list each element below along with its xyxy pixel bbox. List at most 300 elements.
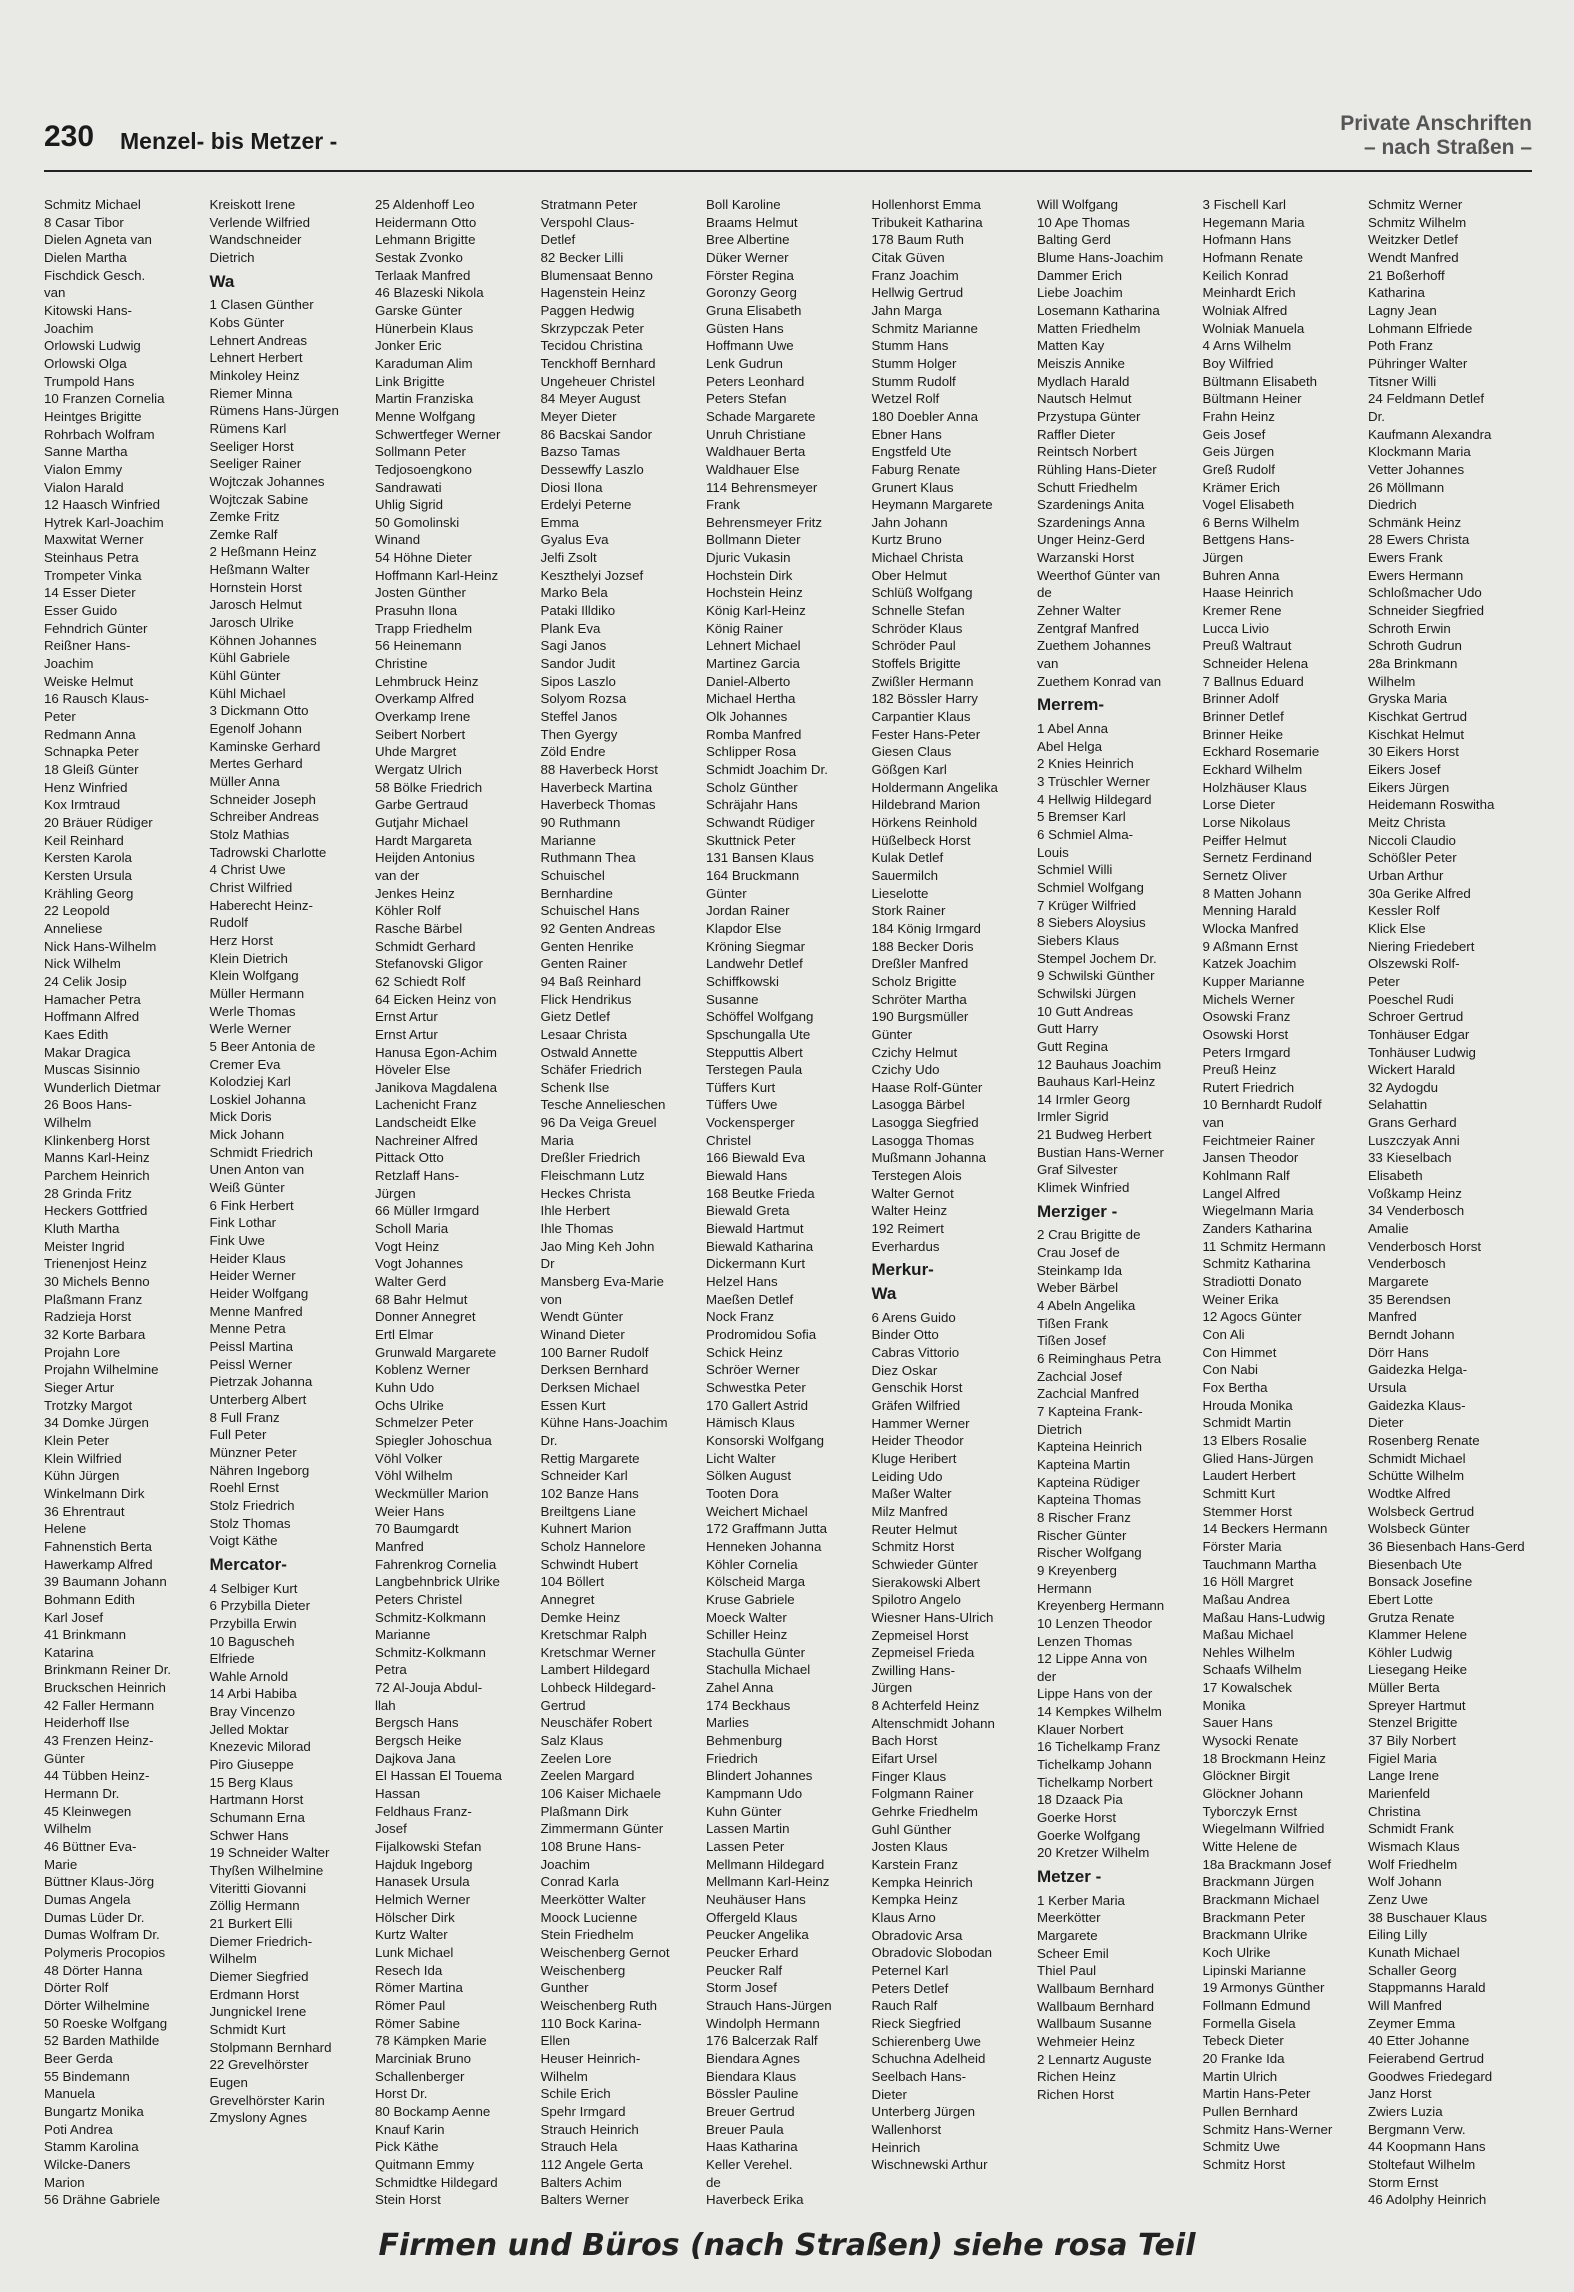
address-entry: Frahn Heinz (1202, 408, 1275, 424)
address-entry: 4 Christ Uwe (209, 862, 286, 878)
address-entry: 28a Brinkmann (1368, 656, 1458, 672)
address-entry: Selahattin (1368, 1097, 1428, 1113)
address-entry: Jungnickel Irene (209, 2004, 307, 2020)
address-entry: Wahle Arnold (209, 1668, 289, 1684)
address-entry: Holzhäuser Klaus (1202, 779, 1307, 795)
address-entry: Weiß Günter (209, 1180, 285, 1196)
address-entry: Goerke Wolfgang (1037, 1827, 1141, 1843)
street-heading: Metzer - (1037, 1867, 1102, 1887)
address-entry: Stradiotti Donato (1202, 1274, 1302, 1290)
address-entry: Dielen Martha (44, 249, 127, 265)
address-entry: Irmler Sigrid (1037, 1109, 1109, 1125)
address-entry: Breiltgens Liane (540, 1503, 636, 1519)
address-entry: Kersten Karola (44, 850, 132, 866)
address-entry: Kischkat Gertrud (1368, 709, 1468, 725)
address-entry: Crau Josef de (1037, 1245, 1120, 1261)
address-entry: Kühl Gabriele (209, 650, 291, 666)
address-entry: Projahn Wilhelmine (44, 1362, 159, 1378)
address-entry: Peucker Angelika (706, 1927, 809, 1943)
address-entry: Schröer Werner (706, 1362, 800, 1378)
address-entry: 2 Lennartz Auguste (1037, 2051, 1152, 2067)
address-entry: Michael Hertha (706, 691, 796, 707)
address-entry: Przystupa Günter (1037, 408, 1141, 424)
address-entry: Eiling Lilly (1368, 1927, 1428, 1943)
address-entry: 170 Gallert Astrid (706, 1397, 808, 1413)
address-entry: Sernetz Ferdinand (1202, 850, 1312, 866)
address-entry: Waldhauer Else (706, 461, 800, 477)
address-entry: Nehles Wilhelm (1202, 1644, 1295, 1660)
address-entry: Schutt Friedhelm (1037, 479, 1138, 495)
address-entry: Keilich Konrad (1202, 267, 1289, 283)
address-entry: Hytrek Karl-Joachim (44, 514, 164, 530)
address-entry: Hölscher Dirk (375, 1909, 455, 1925)
address-entry: Bonsack Josefine (1368, 1574, 1473, 1590)
address-entry: Wendt Manfred (1368, 249, 1459, 265)
address-entry: von (540, 1291, 562, 1307)
address-entry: Lohmann Elfriede (1368, 320, 1473, 336)
address-entry: Hanasek Ursula (375, 1874, 470, 1890)
address-entry: Hüßelbeck Horst (871, 832, 971, 848)
address-entry: de (706, 2174, 721, 2190)
address-entry: Grevelhörster Karin (209, 2092, 325, 2108)
address-entry: Jürgen (375, 1185, 416, 1201)
address-entry: Orlowski Olga (44, 355, 127, 371)
address-entry: Heider Klaus (209, 1250, 286, 1266)
address-entry: Hollenhorst Emma (871, 197, 981, 212)
address-entry: Heuser Heinrich- (540, 2050, 641, 2066)
address-entry: Kühl Günter (209, 668, 281, 684)
address-entry: Brinner Detlef (1202, 709, 1284, 725)
address-entry: Heider Theodor (871, 1433, 964, 1449)
address-entry: Scholz Günther (706, 779, 798, 795)
address-entry: 64 Eicken Heinz von (375, 991, 497, 1007)
address-entry: Lange Irene (1368, 1768, 1439, 1784)
address-entry: Dumas Angela (44, 1892, 131, 1907)
address-entry: Goerke Horst (1037, 1810, 1117, 1826)
address-entry: Schnapka Peter (44, 744, 139, 760)
address-entry: Schmitz Horst (871, 1539, 955, 1555)
address-entry: 26 Möllmann (1368, 479, 1445, 495)
address-entry: 182 Bössler Harry (871, 691, 978, 707)
address-entry: Strauch Hela (540, 2139, 618, 2155)
address-entry: 58 Bölke Friedrich (375, 779, 483, 795)
address-entry: Ruthmann Thea (540, 850, 636, 866)
address-entry: Uhde Margret (375, 744, 457, 760)
address-entry: Schröder Klaus (871, 620, 963, 636)
address-entry: Wiegelmann Maria (1202, 1203, 1314, 1219)
address-entry: Voigt Käthe (209, 1533, 278, 1549)
address-entry: Rasche Bärbel (375, 920, 463, 936)
address-entry: Eugen (209, 2074, 248, 2090)
address-entry: Sagi Janos (540, 638, 607, 654)
address-entry: Bazso Tamas (540, 444, 621, 460)
address-entry: Bergsch Heike (375, 1733, 462, 1749)
address-entry: Citak Güven (871, 249, 945, 265)
address-entry: Schmitz Katharina (1202, 1256, 1311, 1272)
address-entry: Stenzel Brigitte (1368, 1715, 1458, 1731)
address-entry: Kreiskott Irene (209, 197, 296, 212)
address-entry: Marlies (706, 1715, 749, 1731)
address-entry: Kuhnert Marion (540, 1521, 632, 1537)
address-entry: Zöllig Hermann (209, 1898, 300, 1914)
address-entry: 2 Knies Heinrich (1037, 756, 1134, 772)
address-entry: Zeelen Lore (540, 1750, 612, 1766)
address-entry: Kretschmar Ralph (540, 1627, 647, 1643)
address-entry: 22 Leopold (44, 903, 110, 919)
address-entry: 24 Feldmann Detlef (1368, 391, 1485, 407)
address-entry: Dietrich (209, 249, 255, 265)
address-entry: Geis Jürgen (1202, 444, 1275, 460)
address-entry: Schröder Paul (871, 638, 956, 654)
address-entry: Peters Leonhard (706, 373, 805, 389)
address-entry: 108 Brune Hans- (540, 1839, 642, 1855)
address-entry: Schaafs Wilhelm (1202, 1662, 1302, 1678)
address-entry: Manuela (44, 2086, 96, 2102)
address-entry: Klammer Helene (1368, 1627, 1468, 1643)
address-entry: Venderbosch Horst (1368, 1238, 1482, 1254)
address-entry: 45 Kleinwegen (44, 1803, 132, 1819)
address-entry: Knauf Karin (375, 2121, 445, 2137)
address-entry: Günter (706, 885, 747, 901)
address-entry: Engstfeld Ute (871, 444, 952, 460)
address-entry: Niccoli Claudio (1368, 832, 1456, 848)
address-entry: Maßau Michael (1202, 1627, 1294, 1643)
address-entry: Kühl Michael (209, 685, 286, 701)
page-number: 230 (44, 120, 95, 153)
address-entry: Bustian Hans-Werner (1037, 1144, 1164, 1160)
address-entry: Annegret (540, 1591, 595, 1607)
address-entry: 166 Biewald Eva (706, 1150, 806, 1166)
address-entry: Henneken Johanna (706, 1538, 822, 1554)
street-heading: Merziger - (1037, 1201, 1118, 1221)
address-entry: Peters Christel (375, 1591, 463, 1607)
address-entry: Marie (44, 1856, 78, 1872)
address-entry: Seeliger Horst (209, 438, 294, 454)
address-entry: Genten Henrike (540, 938, 634, 954)
address-entry: Christine (375, 656, 428, 672)
address-entry: Siebers Klaus (1037, 932, 1120, 948)
address-entry: 88 Haverbeck Horst (540, 762, 659, 777)
address-entry: Strauch Heinrich (540, 2121, 639, 2137)
address-entry: Rauch Ralf (871, 1998, 938, 2014)
address-entry: Sernetz Oliver (1202, 867, 1287, 883)
address-entry: Blume Hans-Joachim (1037, 249, 1164, 265)
address-entry: Haverbeck Erika (706, 2192, 804, 2208)
address-entry: Liebe Joachim (1037, 285, 1123, 301)
address-entry: Krämer Erich (1202, 479, 1281, 495)
address-entry: 34 Domke Jürgen (44, 1415, 149, 1431)
address-entry: Schmitz Michael (44, 197, 141, 212)
address-column-4 (540, 196, 707, 2208)
address-entry: Walter Heinz (871, 1203, 948, 1219)
address-entry: Trumpold Hans (44, 373, 135, 389)
address-entry: 33 Kieselbach (1368, 1150, 1452, 1166)
address-entry: Dr. (1368, 408, 1385, 424)
address-entry: Marciniak Bruno (375, 2050, 472, 2066)
address-entry: Storm Josef (706, 1980, 777, 1996)
address-entry: Brinner Adolf (1202, 691, 1279, 707)
address-entry: Peters Detlef (871, 1980, 949, 1996)
address-entry: Breuer Paula (706, 2121, 784, 2137)
address-entry: Schmidt Martin (1202, 1415, 1292, 1431)
address-entry: Lehmann Brigitte (375, 232, 476, 248)
address-entry: 16 Tichelkamp Franz (1037, 1739, 1161, 1755)
address-column-5 (706, 196, 872, 2208)
address-entry: Derksen Bernhard (540, 1362, 649, 1378)
address-entry: Vogel Elisabeth (1202, 497, 1295, 513)
address-entry: Scholz Hannelore (540, 1538, 646, 1554)
address-entry: Cremer Eva (209, 1056, 281, 1072)
address-entry: Sölken August (706, 1468, 792, 1484)
address-entry: 5 Beer Antonia de (209, 1038, 316, 1054)
address-entry: Boll Karoline (706, 197, 781, 212)
address-entry: Verspohl Claus- (540, 214, 635, 230)
address-entry: Christina (1368, 1803, 1421, 1819)
address-entry: Bray Vincenzo (209, 1704, 295, 1720)
address-entry: Behrensmeyer Fritz (706, 514, 823, 530)
address-entry: Heckers Gottfried (44, 1203, 148, 1219)
address-entry: Lenzen Thomas (1037, 1633, 1133, 1649)
address-entry: Ebner Hans (871, 426, 942, 442)
address-entry: Osowski Franz (1202, 1009, 1291, 1025)
address-entry: Leiding Udo (871, 1468, 943, 1484)
address-entry: 43 Frenzen Heinz- (44, 1733, 154, 1749)
address-entry: Schneider Karl (540, 1468, 628, 1484)
address-entry: Karaduman Alim (375, 355, 473, 371)
address-entry: Weber Bärbel (1037, 1280, 1119, 1296)
address-entry: Unger Heinz-Gerd (1037, 532, 1145, 548)
address-entry: Lehmbruck Heinz (375, 673, 479, 689)
street-heading: Wa (209, 271, 235, 291)
address-entry: Meister Ingrid (44, 1238, 125, 1254)
address-entry: Peters Irmgard (1202, 1044, 1291, 1060)
address-entry: Ellen (540, 2033, 571, 2049)
address-entry: Abel Helga (1037, 738, 1103, 754)
address-entry: 90 Ruthmann (540, 814, 621, 830)
address-entry: Klimek Winfried (1037, 1180, 1130, 1196)
address-entry: 100 Barner Rudolf (540, 1344, 649, 1360)
address-entry: Balting Gerd (1037, 232, 1111, 248)
address-entry: 40 Etter Johanne (1368, 2033, 1470, 2049)
address-entry: 13 Elbers Rosalie (1202, 1432, 1307, 1448)
address-entry: Meerkötter Walter (540, 1892, 646, 1907)
address-entry: 10 Gutt Andreas (1037, 1003, 1134, 1019)
address-entry: Schwandt Rüdiger (706, 814, 815, 830)
address-entry: Jansen Theodor (1202, 1150, 1299, 1166)
address-entry: Weischenberg (540, 1962, 626, 1978)
address-entry: Hermann (1037, 1580, 1092, 1596)
address-entry: 24 Celik Josip (44, 973, 127, 989)
address-entry: 32 Aydogdu (1368, 1079, 1439, 1095)
address-entry: Kitowski Hans- (44, 302, 132, 318)
address-entry: Polymeris Procopios (44, 1944, 166, 1960)
address-entry: Peter (1368, 973, 1400, 989)
address-entry: Essen Kurt (540, 1397, 606, 1413)
address-entry: Genschik Horst (871, 1380, 963, 1396)
address-entry: Brackmann Peter (1202, 1909, 1306, 1925)
address-entry: Rümens Hans-Jürgen (209, 403, 339, 419)
address-entry: Keller Verehel. (706, 2156, 793, 2172)
address-entry: van (1202, 1115, 1224, 1131)
address-entry: Bauhaus Karl-Heinz (1037, 1074, 1156, 1090)
address-entry: Steinhaus Petra (44, 550, 139, 566)
address-entry: Tooten Dora (706, 1485, 779, 1501)
address-entry: Schmitz-Kolkmann (375, 1609, 486, 1625)
address-entry: Feierabend Gertrud (1368, 2050, 1485, 2066)
address-entry: Dörter Rolf (44, 1980, 109, 1996)
address-entry: Redmann Anna (44, 726, 136, 742)
address-entry: Kupper Marianne (1202, 973, 1305, 989)
address-entry: Kessler Rolf (1368, 903, 1440, 919)
address-entry: Stolz Friedrich (209, 1497, 295, 1513)
address-entry: Muscas Sisinnio (44, 1062, 141, 1078)
address-entry: Fink Lothar (209, 1215, 277, 1231)
address-entry: Projahn Lore (44, 1344, 121, 1360)
address-entry: 18 Gleiß Günter (44, 762, 139, 777)
address-entry: Osowski Horst (1202, 1026, 1289, 1042)
address-entry: Bernhardine (540, 885, 613, 901)
address-entry: 6 Przybilla Dieter (209, 1598, 310, 1614)
address-entry: Jordan Rainer (706, 903, 790, 919)
address-entry: Tonhäuser Edgar (1368, 1026, 1470, 1042)
address-entry: Wilhelm (1368, 673, 1416, 689)
address-entry: Bach Horst (871, 1733, 938, 1749)
address-entry: Dickermann Kurt (706, 1256, 806, 1272)
address-entry: Plaßmann Franz (44, 1291, 143, 1307)
address-entry: Warzanski Horst (1037, 550, 1135, 566)
address-entry: Erdelyi Peterne (540, 497, 632, 513)
address-entry: Plaßmann Dirk (540, 1803, 629, 1819)
address-entry: Trotzky Margot (44, 1397, 133, 1413)
address-entry: Eckhard Wilhelm (1202, 762, 1303, 777)
header-rule (44, 170, 1532, 172)
address-entry: Marienfeld (1368, 1786, 1431, 1802)
address-entry: Con Nabi (1202, 1362, 1258, 1378)
address-entry: Ihle Herbert (540, 1203, 610, 1219)
address-entry: Schwestka Peter (706, 1379, 806, 1395)
address-entry: Sauer Hans (1202, 1715, 1273, 1731)
address-entry: Kröning Siegmar (706, 938, 806, 954)
address-entry: Römer Martina (375, 1980, 463, 1996)
address-entry: Gutjahr Michael (375, 814, 469, 830)
address-entry: Unterberg Albert (209, 1391, 307, 1407)
address-entry: Schneider Helena (1202, 656, 1309, 672)
address-entry: Wilcke-Daners (44, 2156, 131, 2172)
address-entry: Pick Käthe (375, 2139, 439, 2155)
address-entry: Maria (540, 1132, 574, 1148)
address-entry: Günter (871, 1026, 913, 1042)
address-entry: Brackmann Michael (1202, 1892, 1320, 1907)
address-entry: Zehner Walter (1037, 603, 1121, 619)
address-entry: Rischer Wolfgang (1037, 1545, 1142, 1561)
address-entry: Fester Hans-Peter (871, 726, 981, 742)
address-entry: 39 Baumann Johann (44, 1574, 167, 1590)
address-entry: Wlocka Manfred (1202, 920, 1299, 936)
address-entry: Klein Dietrich (209, 950, 288, 966)
address-entry: Gaidezka Klaus- (1368, 1397, 1466, 1413)
address-entry: Henz Winfried (44, 779, 128, 795)
address-entry: Wandschneider (209, 232, 302, 248)
address-entry: Faburg Renate (871, 461, 961, 477)
address-entry: Unruh Christiane (706, 426, 806, 442)
address-entry: 37 Bily Norbert (1368, 1733, 1456, 1749)
address-entry: Wilhelm (44, 1115, 92, 1131)
address-entry: Steinkamp Ida (1037, 1262, 1123, 1278)
address-entry: 50 Gomolinski (375, 514, 460, 530)
address-entry: 46 Blazeski Nikola (375, 285, 484, 301)
address-column-6 (872, 196, 1038, 2191)
address-entry: Ungeheuer Christel (540, 373, 656, 389)
address-entry: Schwindt Hubert (540, 1556, 639, 1572)
street-heading: Mercator- (209, 1554, 287, 1574)
address-entry: Zepmeisel Frieda (871, 1645, 975, 1661)
address-entry: 42 Faller Hermann (44, 1697, 155, 1713)
address-entry: Grutza Renate (1368, 1609, 1455, 1625)
address-entry: Wojtczak Johannes (209, 473, 325, 489)
address-entry: Winand Dieter (540, 1327, 625, 1342)
address-entry: Gyalus Eva (540, 532, 609, 548)
address-entry: 6 Reiminghaus Petra (1037, 1351, 1162, 1366)
address-entry: Keil Reinhard (44, 832, 124, 848)
address-entry: Preuß Waltraut (1202, 638, 1292, 654)
address-entry: Jürgen (1202, 550, 1244, 566)
address-entry: 56 Heinemann (375, 638, 462, 654)
address-entry: Brinner Heike (1202, 726, 1284, 742)
address-entry: Gryska Maria (1368, 691, 1448, 707)
address-entry: Dajkova Jana (375, 1750, 456, 1766)
address-entry: Josten Günther (375, 585, 466, 601)
address-entry: Rümens Karl (209, 420, 287, 436)
address-entry: Münzner Peter (209, 1444, 297, 1460)
address-entry: Skrzypczak Peter (540, 320, 644, 336)
address-entry: 14 Arbi Habiba (209, 1686, 297, 1702)
address-entry: Resech Ida (375, 1962, 443, 1978)
address-entry: Rischer Günter (1037, 1527, 1127, 1543)
address-entry: Lunk Michael (375, 1944, 454, 1960)
address-entry: Olszewski Rolf- (1368, 956, 1460, 972)
address-entry: Zöld Endre (540, 744, 606, 760)
address-entry: Laudert Herbert (1202, 1468, 1296, 1484)
address-entry: Klapdor Else (706, 920, 782, 936)
address-entry: Schößler Peter (1368, 850, 1457, 866)
address-entry: Rühling Hans-Dieter (1037, 461, 1157, 477)
address-entry: Wiegelmann Wilfried (1202, 1821, 1325, 1837)
address-entry: Schmitz Horst (1202, 2156, 1286, 2172)
address-entry: Meerkötter (1037, 1910, 1101, 1926)
address-entry: 56 Drähne Gabriele (44, 2192, 161, 2208)
address-entry: 48 Dörter Hanna (44, 1962, 143, 1978)
address-entry: Biewald Hartmut (706, 1221, 804, 1237)
address-entry: 20 Franke Ida (1202, 2050, 1285, 2066)
address-entry: 16 Höll Margret (1202, 1574, 1294, 1590)
address-entry: Goronzy Georg (706, 285, 797, 301)
address-entry: Formella Gisela (1202, 2015, 1296, 2031)
address-entry: Fox Bertha (1202, 1379, 1268, 1395)
address-entry: Jürgen (871, 1680, 913, 1696)
address-entry: Jahn Johann (871, 514, 948, 530)
address-entry: Dumas Lüder Dr. (44, 1909, 145, 1925)
address-entry: Zachcial Manfred (1037, 1386, 1139, 1402)
address-entry: Hünerbein Klaus (375, 320, 474, 336)
address-entry: Lambert Hildegard (540, 1662, 650, 1678)
address-entry: Tadrowski Charlotte (209, 844, 327, 860)
footer-note: Firmen und Büros (nach Straßen) siehe rosa Teil (378, 2228, 1196, 2263)
address-entry: 28 Grinda Fritz (44, 1185, 132, 1201)
address-entry: 38 Buschauer Klaus (1368, 1909, 1488, 1925)
address-entry: Sestak Zvonko (375, 249, 463, 265)
address-entry: Wetzel Rolf (871, 391, 940, 407)
address-entry: Schierenberg Uwe (871, 2033, 981, 2049)
